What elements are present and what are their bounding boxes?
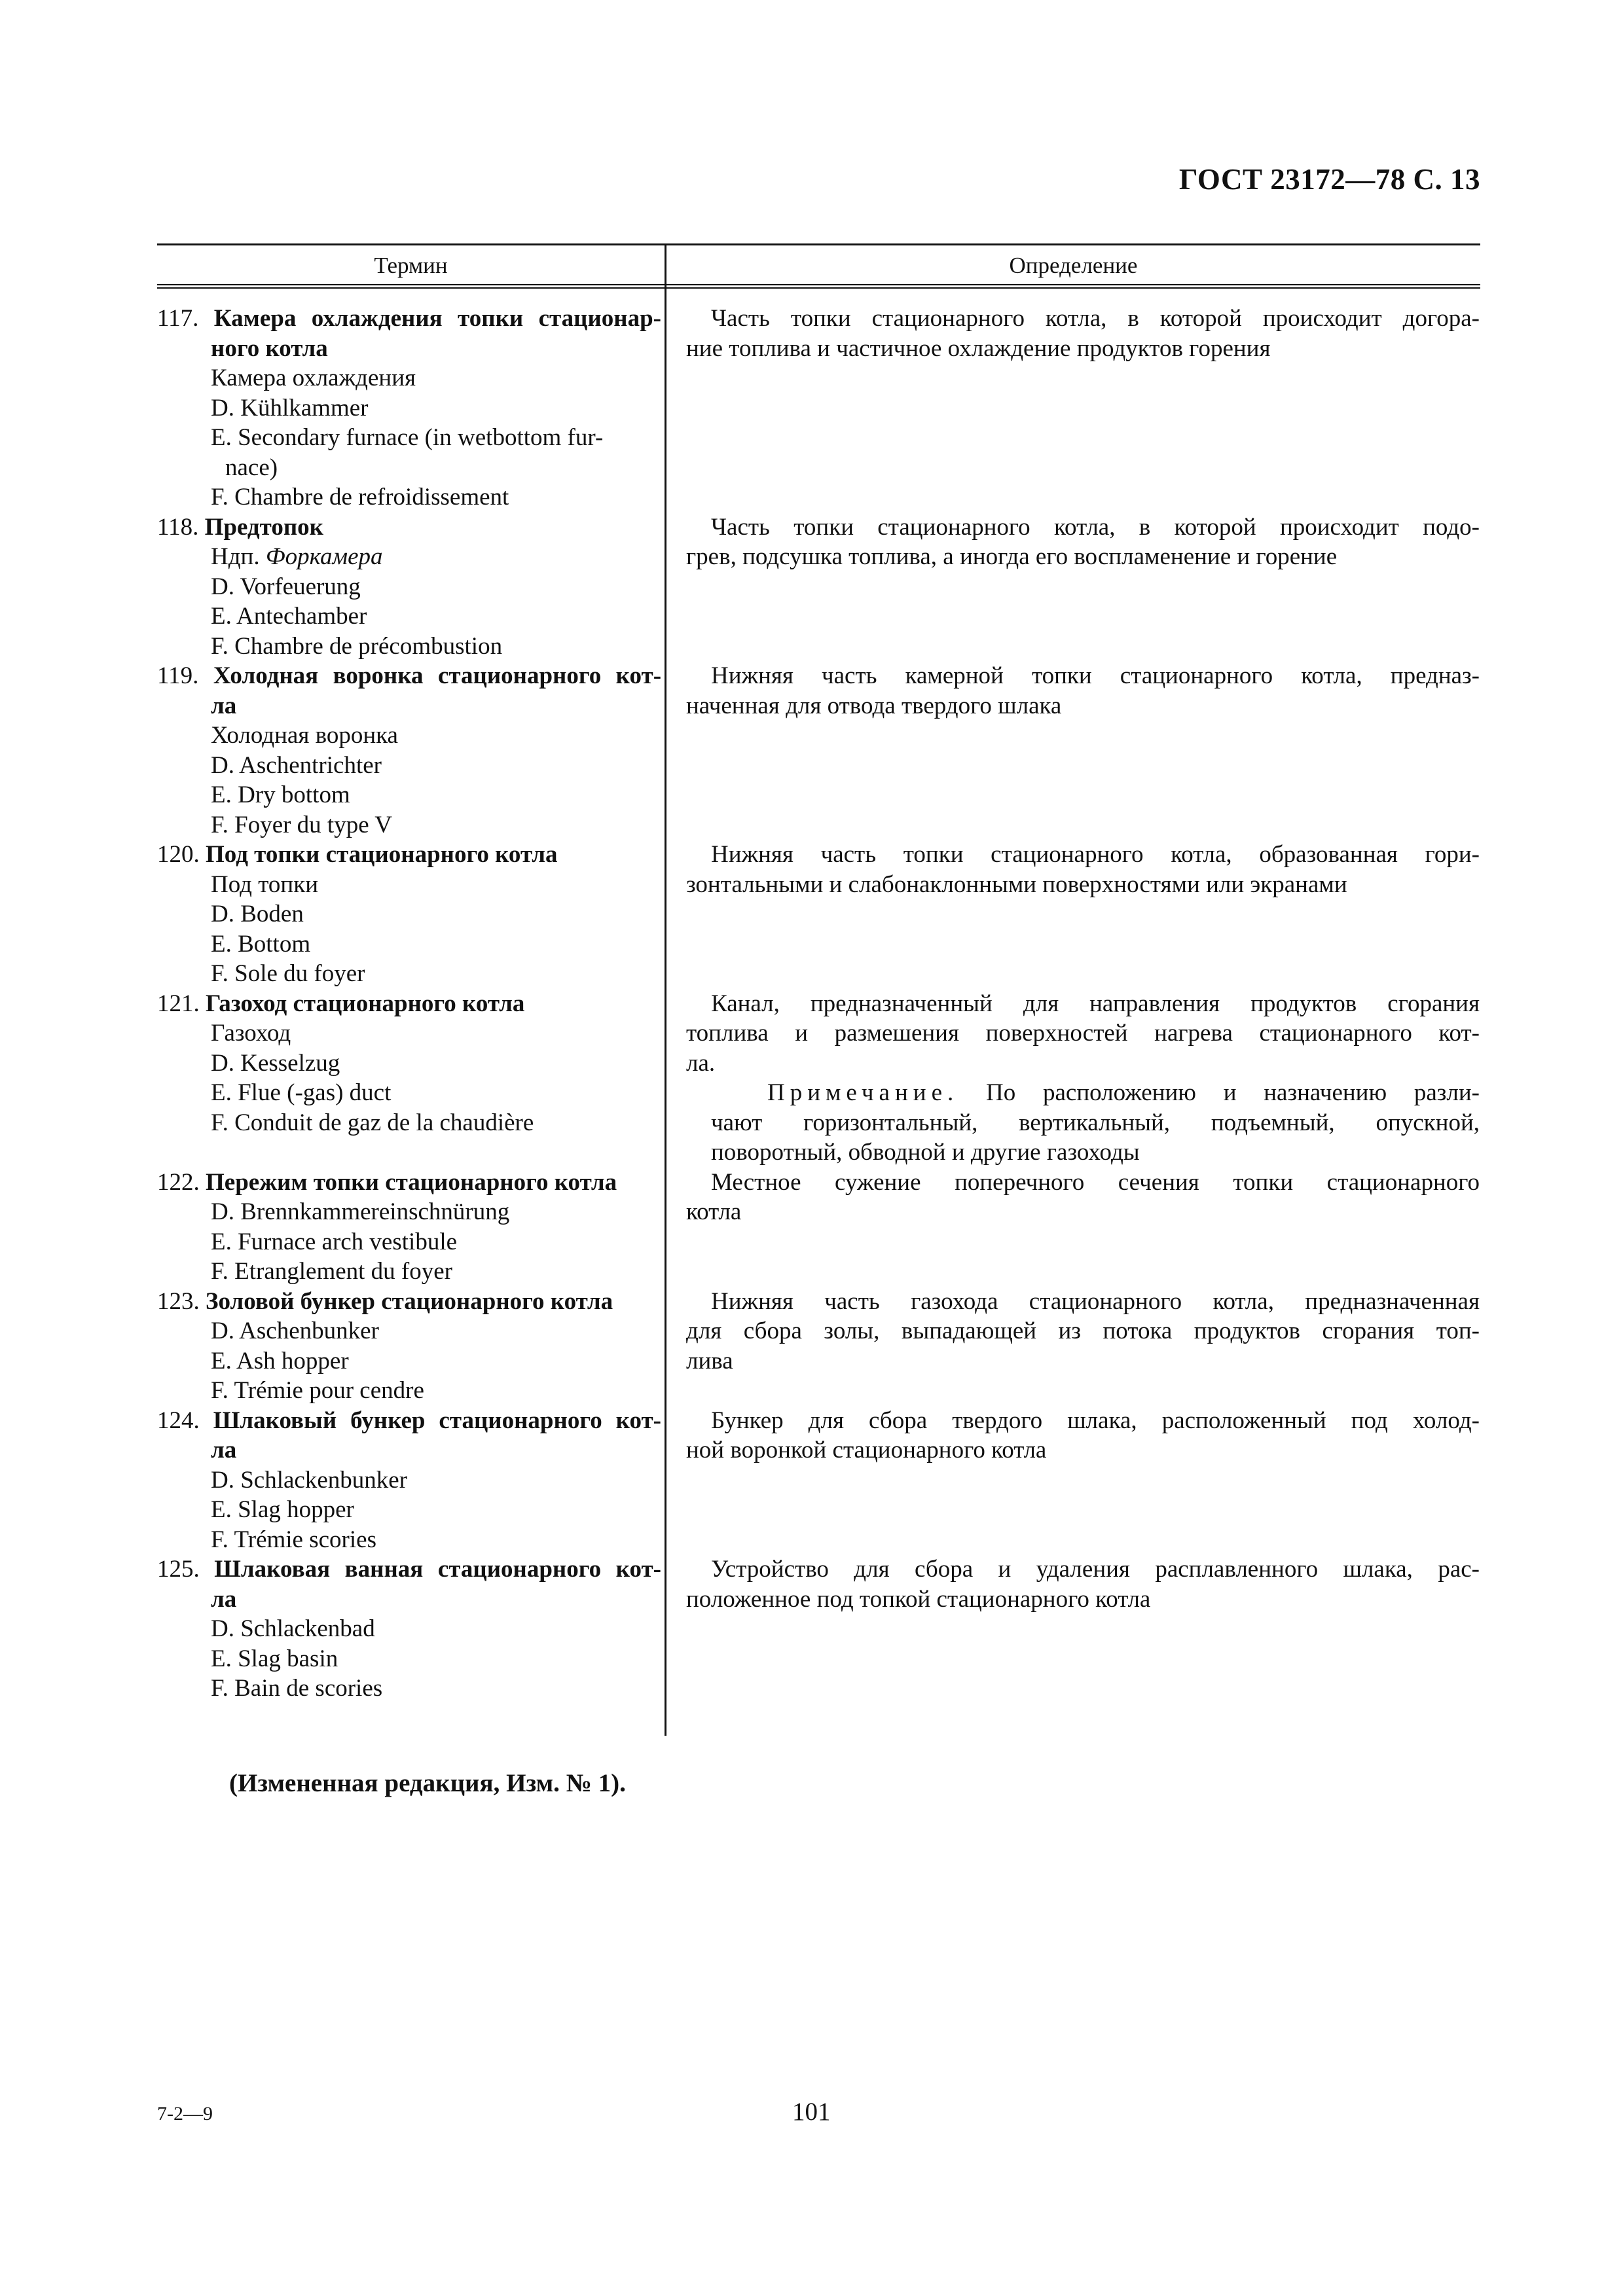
def-124-line2: ной воронкой стационарного котла [686, 1437, 1047, 1463]
term-117-line1: 117. Камера охлаждения топки стационар- [157, 305, 661, 332]
term-124-fr: F. Trémie scories [211, 1526, 376, 1553]
term-121-line1: 121. Газоход стационарного котла [157, 990, 525, 1017]
def-125-line2: положенное под топкой стационарного котла [686, 1585, 1151, 1613]
amendment-note: (Измененная редакция, Изм. № 1). [229, 1769, 626, 1797]
term-120-en: E. Bottom [211, 930, 311, 958]
def-119-line1: Нижняя часть камерной топки стационарного котла, предназ- [711, 662, 1480, 689]
term-118-de: D. Vorfeuerung [211, 573, 361, 600]
term-117-line2: ного котла [211, 334, 328, 362]
term-119-en: E. Dry bottom [211, 781, 350, 808]
term-123-de: D. Aschenbunker [211, 1318, 379, 1344]
footer-code: 7-2—9 [157, 2103, 213, 2125]
term-121-de: D. Kesselzug [211, 1049, 340, 1077]
table-top-rule [157, 243, 1480, 245]
def-123-line2: для сбора золы, выпадающей из потока продуктов сгорания топ- [686, 1318, 1480, 1344]
term-117-en-cont: nace) [225, 454, 278, 481]
term-125-en: E. Slag basin [211, 1645, 338, 1672]
term-120-fr: F. Sole du foyer [211, 960, 365, 987]
term-122-en: E. Furnace arch vestibule [211, 1228, 458, 1255]
terms-table [157, 243, 1480, 1736]
term-119-synonym: Холодная воронка [211, 722, 398, 749]
def-120-line1: Нижняя часть топки стационарного котла, образованная гори- [711, 841, 1480, 868]
term-121-synonym: Газоход [211, 1020, 291, 1047]
def-117-line2: ние топлива и частичное охлаждение продуктов горения [686, 334, 1271, 362]
term-117-en: E. Secondary furnace (in wetbottom fur- [211, 424, 604, 451]
term-118-fr: F. Chambre de précombustion [211, 632, 503, 660]
term-119-line2: ла [211, 692, 237, 719]
term-125-line1: 125. Шлаковая ванная стационарного кот- [157, 1556, 661, 1583]
def-124-line1: Бункер для сбора твердого шлака, расположенный под холод- [711, 1407, 1480, 1434]
def-121-line1: Канал, предназначенный для направления продуктов сгорания [711, 990, 1480, 1017]
term-spacer [157, 1138, 661, 1168]
def-121-line3: ла. [686, 1049, 716, 1077]
term-121-en: E. Flue (-gas) duct [211, 1079, 392, 1106]
term-125-de: D. Schlackenbad [211, 1615, 375, 1642]
term-125-fr: F. Bain de scories [211, 1675, 383, 1702]
def-120-line2: зонтальными и слабонаклонными поверхностями или экранами [686, 870, 1347, 898]
term-119-line1: 119. Холодная воронка стационарного кот- [157, 662, 661, 689]
def-123-line1: Нижняя часть газохода стационарного котла, предназначенная [711, 1287, 1480, 1315]
term-124-line1: 124. Шлаковый бункер стационарного кот- [157, 1407, 661, 1434]
term-124-en: E. Slag hopper [211, 1496, 354, 1523]
term-122-de: D. Brennkammereinschnürung [211, 1198, 510, 1225]
term-122-line1: 122. Пережим топки стационарного котла [157, 1168, 617, 1196]
term-118-synonym: Ндп. Форкамера [211, 543, 383, 570]
term-117-fr: F. Chambre de refroidissement [211, 484, 509, 511]
definition-column [686, 304, 1480, 1614]
page-number: 101 [792, 2098, 831, 2126]
column-header-term: Термин [374, 253, 448, 278]
def-121-note-line2: чают горизонтальный, вертикальный, подъемный, опускной, [711, 1109, 1480, 1136]
term-column [157, 304, 661, 1704]
term-120-synonym: Под топки [211, 870, 318, 898]
term-124-de: D. Schlackenbunker [211, 1466, 408, 1494]
def-125-line1: Устройство для сбора и удаления расплавленного шлака, рас- [711, 1556, 1480, 1583]
term-123-line1: 123. Золовой бункер стационарного котла [157, 1287, 613, 1315]
def-121-note-line3: поворотный, обводной и другие газоходы [711, 1139, 1140, 1166]
def-118-line1: Часть топки стационарного котла, в которой происходит подо- [711, 513, 1480, 541]
term-117-synonym: Камера охлаждения [211, 365, 416, 391]
def-119-line2: наченная для отвода твердого шлака [686, 692, 1062, 719]
term-119-de: D. Aschentrichter [211, 751, 382, 779]
def-123-line3: лива [686, 1347, 733, 1374]
def-117-line1: Часть топки стационарного котла, в которой происходит догора- [711, 305, 1480, 332]
page-header: ГОСТ 23172—78 С. 13 [1178, 163, 1480, 196]
term-125-line2: ла [211, 1585, 237, 1613]
column-header-definition: Определение [1009, 253, 1138, 278]
def-121-line2: топлива и размешения поверхностей нагрева стационарного кот- [686, 1020, 1480, 1047]
term-120-line1: 120. Под топки стационарного котла [157, 841, 558, 868]
def-122-line1: Местное сужение поперечного сечения топки стационарного [711, 1168, 1480, 1196]
term-123-fr: F. Trémie pour cendre [211, 1377, 424, 1404]
term-119-fr: F. Foyer du type V [211, 811, 392, 838]
term-118-line1: 118. Предтопок [157, 513, 323, 541]
def-118-line2: грев, подсушка топлива, а иногда его воспламенение и горение [686, 543, 1338, 570]
term-121-fr: F. Conduit de gaz de la chaudière [211, 1109, 534, 1136]
def-122-line2: котла [686, 1198, 742, 1225]
term-123-en: E. Ash hopper [211, 1347, 349, 1374]
term-124-line2: ла [211, 1437, 237, 1463]
term-120-de: D. Boden [211, 901, 304, 927]
header-double-rule [157, 284, 1480, 289]
def-121-note-line1: Примечание. По расположению и назначению разли- [767, 1079, 1480, 1106]
column-divider [665, 243, 666, 1736]
term-118-en: E. Antechamber [211, 603, 367, 630]
term-117-de: D. Kühlkammer [211, 394, 369, 422]
term-122-fr: F. Etranglement du foyer [211, 1258, 452, 1285]
